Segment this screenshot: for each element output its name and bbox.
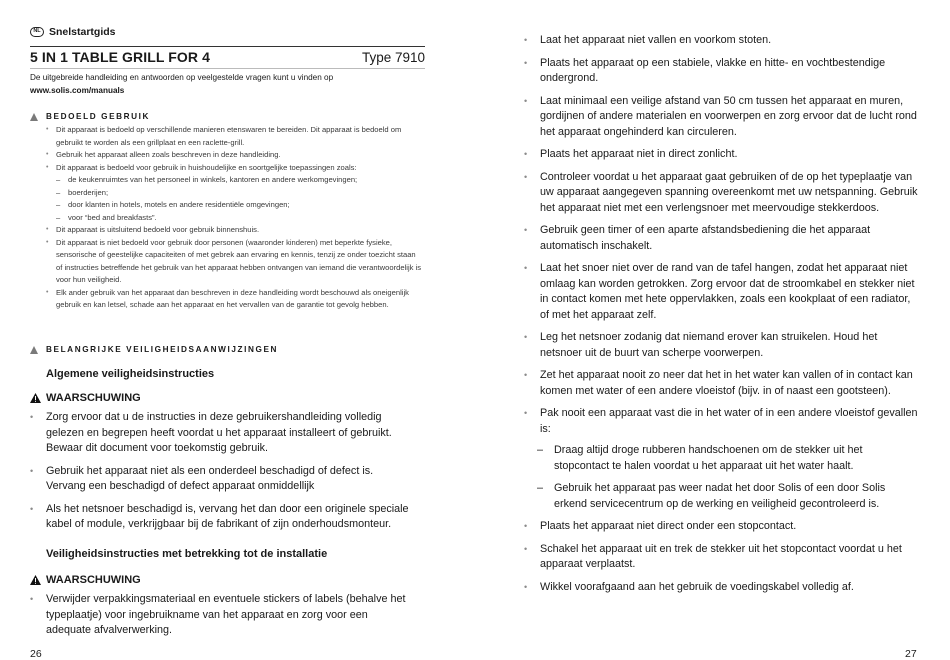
list-item: • Laat minimaal een veilige afstand van 50 cm tussen het apparaat en muren, gordijnen of andere materialen en voorwerpen en zorg ervoor dat de lucht rond het apparaat ongehinderd kan circuleren. (524, 94, 919, 141)
warning-heading-2 (30, 574, 141, 586)
list-item: • Dit apparaat is uitsluitend bedoeld voor gebruik binnenshuis. (46, 224, 424, 237)
language-header (30, 26, 116, 38)
title-rule-top (30, 46, 425, 47)
list-item: • Dit apparaat is niet bedoeld voor gebruik door personen (waaronder kinderen) met beperkte fysieke, sensorische of geestelijke capaciteiten of met gebrek aan ervaring en kennis, tenzij ze onder toezicht staan of instructies betreffende het gebruik van het apparaat hebben ontvangen van iemand die verantwoordelijk is voor hun veiligheid. (46, 237, 424, 287)
page-number-left: 26 (30, 648, 42, 660)
list-item: – voor “bed and breakfasts”. (46, 212, 424, 225)
list-item: • Dit apparaat is bedoeld op verschillende manieren etenswaren te bereiden. Dit apparaat is bedoeld om gebruikt te worden als een grillplaat en een raclette-grill. (46, 124, 424, 149)
page-number-right: 27 (905, 648, 917, 660)
list-item: • Als het netsnoer beschadigd is, vervang het dan door een originele speciale kabel of module, verkrijgbaar bij de fabrikant of zijn onderhoudsmonteur. (30, 502, 410, 533)
warning-label: WAARSCHUWING (46, 392, 141, 404)
list-item: • Laat het apparaat niet vallen en voorkom stoten. (524, 33, 919, 49)
safety-instructions-list (524, 33, 919, 595)
list-item: • Wikkel voorafgaand aan het gebruik de voedingskabel volledig af. (524, 580, 919, 596)
quickstart-title: Snelstartgids (49, 26, 116, 38)
section-title: BEDOELD GEBRUIK (46, 112, 151, 121)
list-item: • Elk ander gebruik van het apparaat dan beschreven in deze handleiding wordt beschouwd als oneigenlijk gebruik en kan letsel, schade aan het apparaat en het vervallen van de garantie tot gevolg hebben. (46, 287, 424, 312)
product-title-row (30, 49, 425, 65)
list-item: • Pak nooit een apparaat vast die in het water of in een andere vloeistof gevallen is: (524, 406, 919, 437)
list-item: • Zet het apparaat nooit zo neer dat het in het water kan vallen of in contact kan komen met water of een andere vloeistof (bijv. in of naast een gootsteen). (524, 368, 919, 399)
warning-label: WAARSCHUWING (46, 574, 141, 586)
installation-safety-subheading: Veiligheidsinstructies met betrekking tot de installatie (46, 548, 328, 560)
list-item: • Schakel het apparaat uit en trek de stekker uit het stopcontact voordat u het apparaat verplaatst. (524, 542, 919, 573)
manual-link[interactable]: www.solis.com/manuals (30, 85, 125, 95)
list-item: • Gebruik geen timer of een aparte afstandsbediening die het apparaat automatisch inschakelt. (524, 223, 919, 254)
section-safety-heading (30, 345, 278, 354)
list-item: • Verwijder verpakkingsmateriaal en eventuele stickers of labels (behalve het typeplaatje) voor ingebruikname van het apparaat en zorg voor een adequate afvalverwerking. (30, 592, 410, 639)
list-item: • Zorg ervoor dat u de instructies in deze gebruikershandleiding volledig gelezen en begrepen heeft voordat u het apparaat installeert of gebruikt. Bewaar dit document voor toekomstig gebruik. (30, 410, 410, 457)
language-badge: NL (30, 27, 44, 37)
warning-icon (30, 575, 41, 585)
title-rule-bottom (30, 68, 425, 69)
list-item: – door klanten in hotels, motels en andere residentiële omgevingen; (46, 199, 424, 212)
warning-icon (30, 393, 41, 403)
section-title: BELANGRIJKE VEILIGHEIDSAANWIJZINGEN (46, 345, 279, 354)
intended-use-list (46, 124, 424, 312)
warning-triangle-icon (30, 346, 38, 354)
warning-triangle-icon (30, 113, 38, 121)
list-item: – de keukenruimtes van het personeel in winkels, kantoren en andere werkomgevingen; (46, 174, 424, 187)
list-item: • Gebruik het apparaat alleen zoals beschreven in deze handleiding. (46, 149, 424, 162)
general-safety-subheading: Algemene veiligheidsinstructies (46, 368, 215, 380)
list-item: • Dit apparaat is bedoeld voor gebruik in huishoudelijke en soortgelijke toepassingen zoals: (46, 162, 424, 175)
general-safety-list (30, 410, 410, 533)
list-item: • Plaats het apparaat niet in direct zonlicht. (524, 147, 919, 163)
installation-safety-list (30, 592, 410, 639)
warning-heading-1 (30, 392, 141, 404)
intro-paragraph (30, 72, 425, 97)
list-item: – Gebruik het apparaat pas weer nadat het door Solis of een door Solis erkend servicecentrum op de werking en veiligheid gecontroleerd is. (524, 481, 919, 512)
section-intended-use-heading (30, 112, 150, 121)
list-item: • Plaats het apparaat niet direct onder een stopcontact. (524, 519, 919, 535)
list-item: • Laat het snoer niet over de rand van de tafel hangen, zodat het apparaat niet omlaag kan worden getrokken. Zorg ervoor dat de stroomkabel en stekker niet in contact komen met hete oppervlakken, zoals een kookplaat of een radiator, of met het apparaat zelf. (524, 261, 919, 323)
list-item: • Controleer voordat u het apparaat gaat gebruiken of de op het typeplaatje van uw apparaat aangegeven spanning overeenkomt met uw netspanning. Gebruik het apparaat niet met een verlengsnoer met meervoudige stekkerdoos. (524, 170, 919, 217)
product-type: Type 7910 (361, 50, 425, 65)
list-item: – boerderijen; (46, 187, 424, 200)
list-item: • Leg het netsnoer zodanig dat niemand erover kan struikelen. Houd het netsnoer uit de buurt van scherpe voorwerpen. (524, 330, 919, 361)
list-item: • Plaats het apparaat op een stabiele, vlakke en hitte- en vochtbestendige ondergrond. (524, 56, 919, 87)
product-title: 5 IN 1 TABLE GRILL FOR 4 (30, 49, 211, 65)
list-item: • Gebruik het apparaat niet als een onderdeel beschadigd of defect is. Vervang een beschadigd of defect apparaat onmiddellijk (30, 464, 410, 495)
intro-text: De uitgebreide handleiding en antwoorden op veelgestelde vragen kunt u vinden op (30, 73, 334, 82)
list-item: – Draag altijd droge rubberen handschoenen om de stekker uit het stopcontact te halen voordat u het apparaat uit het water haalt. (524, 443, 919, 474)
